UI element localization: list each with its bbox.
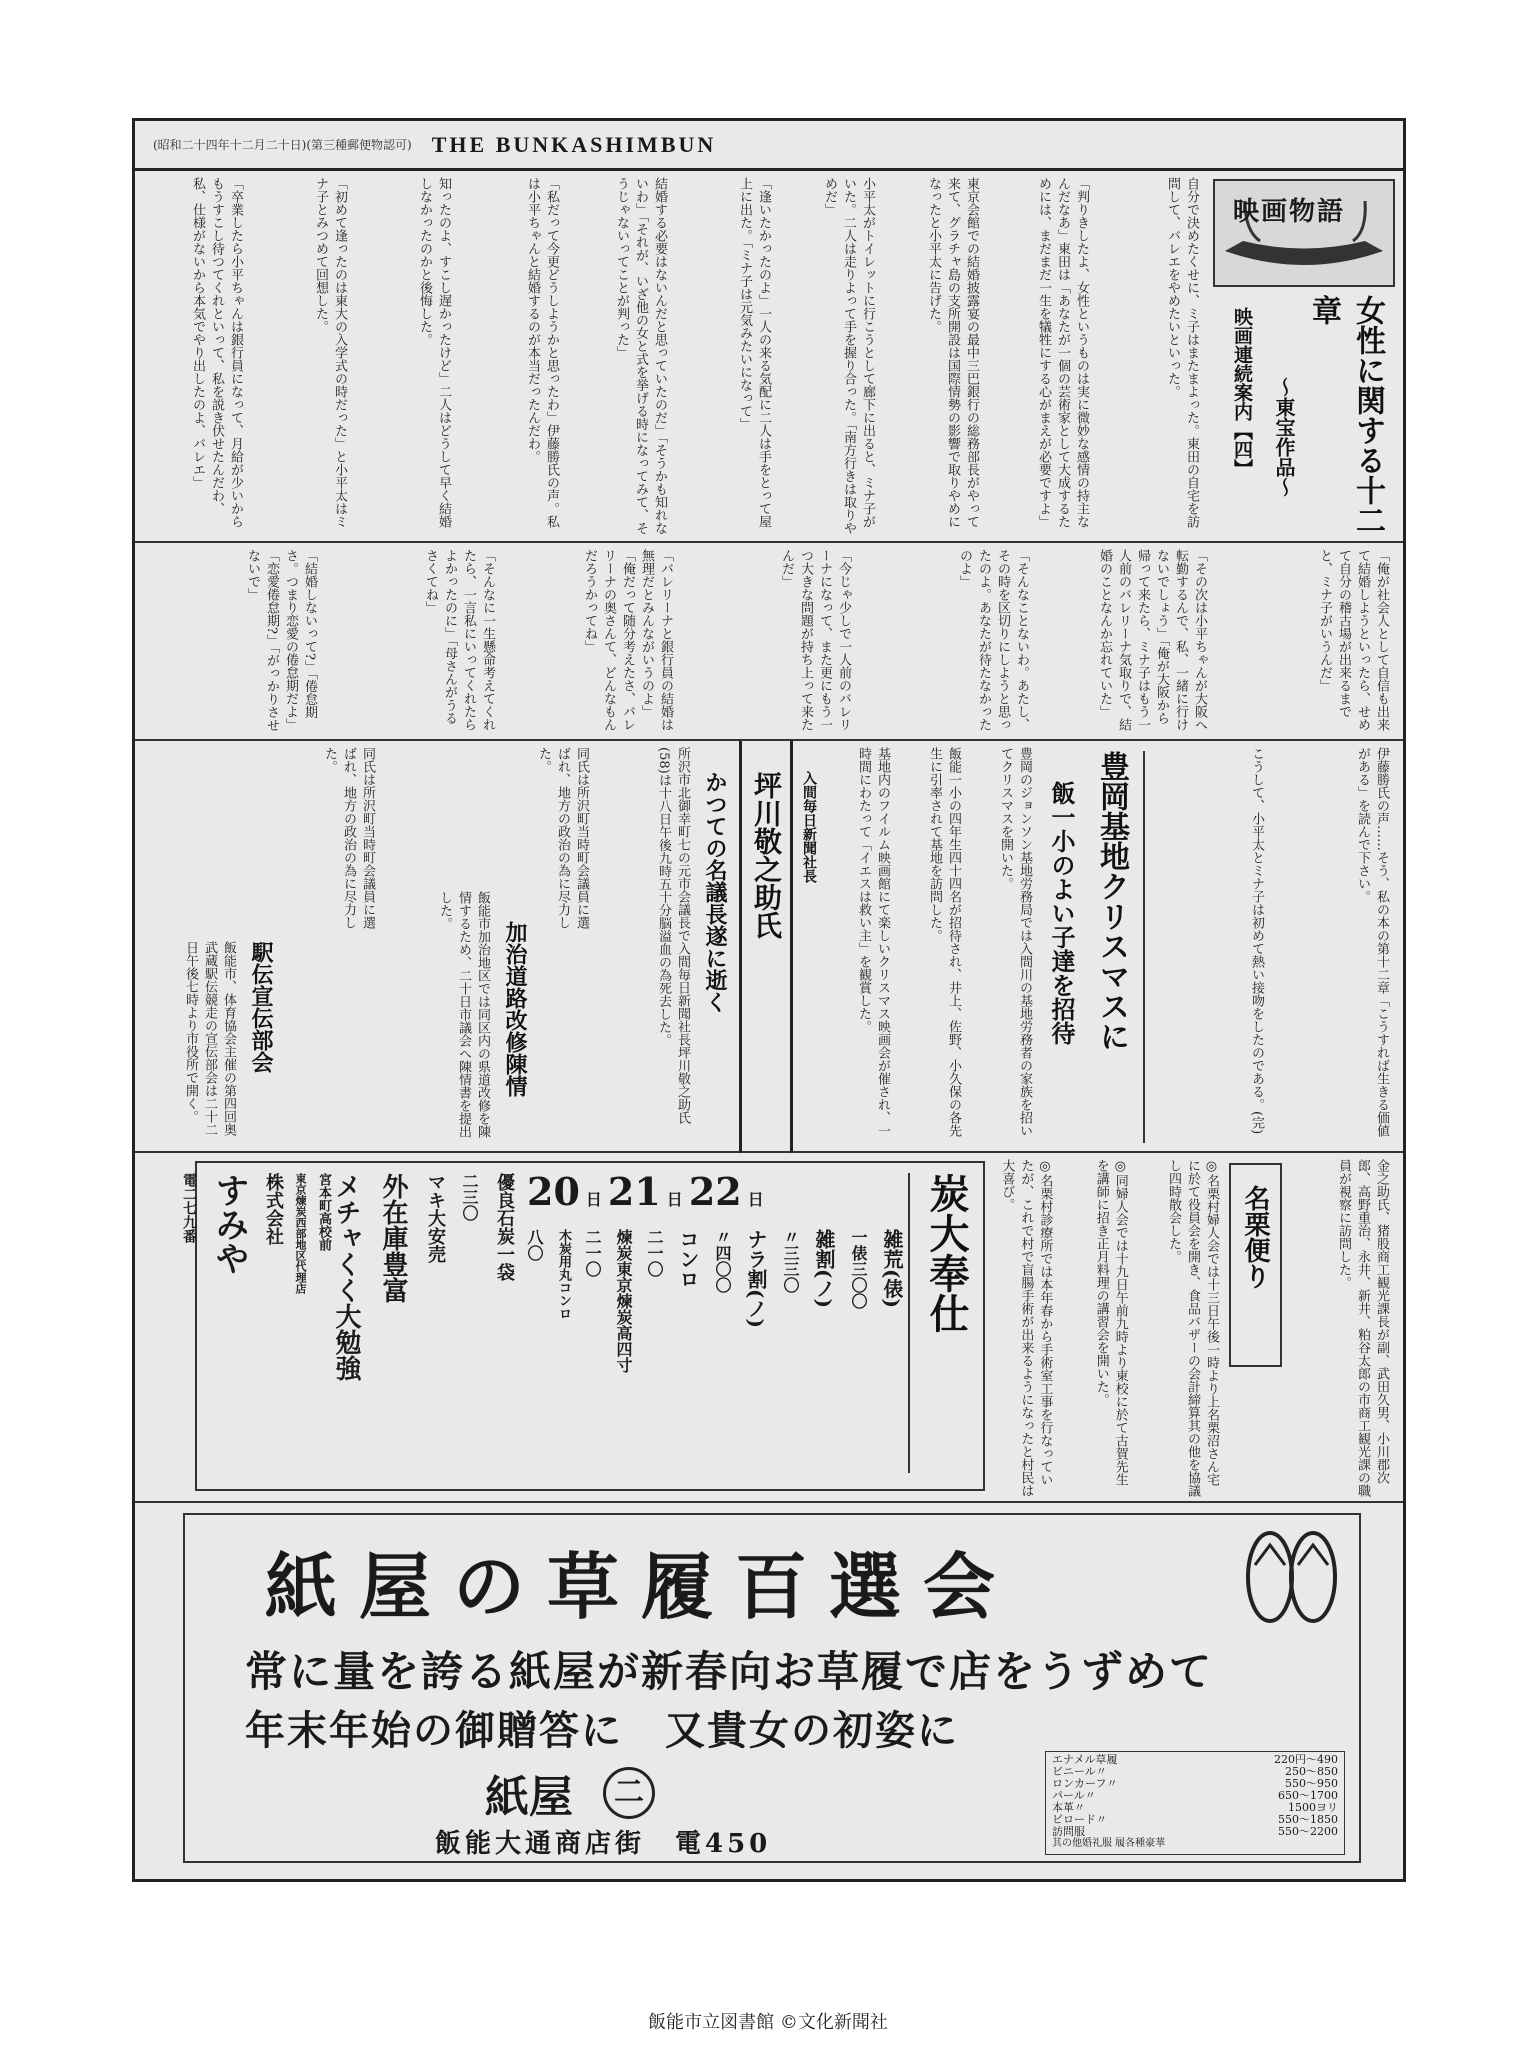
price-item: コンロ [676, 1229, 700, 1289]
sandal-icon [1235, 1525, 1345, 1625]
film-col: 「私だって今更どうしようかと思ったわ」伊藤勝氏の声。私は小平ちゃんと結婚するのが本当だったんだわ。 [525, 177, 559, 528]
story-text [143, 543, 1395, 741]
shop-slogan: 外在庫豊富 [378, 1173, 408, 1303]
base-christmas-body: 基地内のフイルム映画館にて楽しいクリスマス映画会が催され、一時間にわたって「イエスは救い主」を観賞した。 [856, 747, 890, 1137]
locals-item: ◎名栗村診療所では本年春から手術室工事を行なっていたが、これで村で盲腸手術が出来るようになったと村民は大喜び。 [999, 1159, 1053, 1497]
zori-price-table [1045, 1751, 1345, 1855]
film-headline: 女性に関する十二章 [1306, 295, 1385, 535]
film-col: 「逢いたかったのよ」一人の来る気配に二人は手をとって屋上に出た。「ミナ子は元気みたいになって」 [737, 177, 771, 528]
film-logo-text: 映画物語 [1233, 197, 1346, 227]
price-value: 〃四〇〇 [713, 1229, 732, 1293]
story-col: 「その次は小平ちゃんが大阪へ転勤するんで、私、一緒に行けないでしょう」「俺が大阪から帰って来たら、ミナ子はもう一人前のバレリーナ気取りで、結婚のことなんか忘れていた」 [1097, 549, 1207, 731]
column-rule [1143, 751, 1145, 1143]
film-col: 東京会館での結婚披露宴の最中三巴銀行の総務部長がやって来て、グラチャ島の支所開設は国際情勢の影響で取りやめになったと小平太に告げた。 [926, 177, 979, 528]
charcoal-price-list [527, 1229, 907, 1479]
sale-day-char: 日 [747, 1190, 764, 1209]
obituary-continued [385, 741, 595, 1153]
shop-phone: 電二七九番 [181, 1173, 197, 1243]
obituary-subhead: かつての名議長遂に逝く [702, 771, 728, 1013]
locals-headline: 名栗便り [1229, 1163, 1282, 1367]
charcoal-note: マキ大安売 [425, 1173, 446, 1263]
film-banner [1213, 179, 1395, 535]
road-body: 飯能市加治地区では同区内の県道改修を陳情するため、二十日市議会へ陳情書を提出した。 [437, 891, 490, 1138]
locals-item: ◎同婦人会では十九日午前九時より東校に於て古賀先生を講師に招き正月料理の講習会を開いた。 [1093, 1159, 1128, 1486]
price-range: 250〜850 [1285, 1765, 1338, 1778]
price-item: ナラ割(ノ) [744, 1229, 768, 1328]
film-series: 映画連続案内【四】 [1231, 307, 1253, 478]
sale-date: 21 [607, 1169, 661, 1214]
masthead-title: THE BUNKASHIMBUN [431, 131, 717, 157]
film-subhead: 〜東宝作品〜 [1272, 377, 1296, 497]
price-value: 八〇 [525, 1229, 544, 1261]
sale-day-char: 日 [585, 1190, 602, 1209]
relay-article [143, 741, 381, 1153]
zori-line-2: 年末年始の御贈答に 又貴女の初姿に [245, 1707, 959, 1754]
story-ending-col: 伊藤勝氏の声……そう、私の本の第十二章「こうすれば生きる価値がある」を読んで下さい。 [1355, 747, 1389, 1137]
locals-visitors: 金之助氏、猪股商工観光課長が副、武田久男、小川郡次郎、高野重治、永井、新井、粕谷太郎の市商工観光課の職員が視察に訪問した。 [1336, 1159, 1389, 1497]
price-item: 雑割(ノ) [812, 1229, 836, 1308]
price-row [1052, 1826, 1338, 1838]
film-col: 小平太がトイレットに行こうとして廊下に出ると、ミナ子がいた。二人は走りよって手を握り合った。「南方行きは取りやめだ」 [822, 177, 875, 535]
price-item: 煉炭東京煉炭高四寸 [614, 1229, 633, 1373]
price-value: 〃三三〇 [781, 1229, 800, 1293]
sumiya-shop [181, 1173, 333, 1483]
price-value: 二一〇 [583, 1229, 602, 1277]
film-col: 結婚する必要はないんだと思っていたのだ」「そうかも知れないわ」「それが、いざ他の女と式を挙げる時になってみて、そうじゃないってことが判った」 [614, 177, 667, 535]
road-headline: 加治道路改修陳情 [502, 921, 528, 1097]
shop-address: 宮本町高校前 [316, 1173, 331, 1251]
obituary-body: 同氏は所沢町当時町会議員に選ばれ、地方の政治の為に尽力した。 [536, 747, 589, 929]
zori-shop-mark: 二 [603, 1767, 655, 1819]
price-name: 訪問服 [1052, 1825, 1085, 1838]
zori-shop-name: 紙屋 [485, 1772, 573, 1823]
zori-address: 飯能大通商店街 電450 [435, 1829, 772, 1859]
story-col: 「そんなに一生懸命考えてくれたら、一言私にいってくれたらよかったのに」「母さんがうるさくてね」 [423, 549, 495, 731]
relay-body: 同氏は所沢町当時町会議員に選ばれ、地方の政治の為に尽力した。 [322, 747, 375, 929]
sale-date: 22 [688, 1169, 742, 1214]
archive-credit: 飯能市立図書館 ©文化新聞社 [648, 2012, 888, 2033]
sale-date: 20 [527, 1169, 580, 1214]
base-christmas-article [825, 741, 1137, 1153]
price-item: 木炭用丸コンロ [556, 1229, 571, 1320]
zori-title: 紙屋の草履百選会 [265, 1544, 1018, 1629]
story-col: 「バレリーナと銀行員の結婚は無理だとみんながいうのよ」「俺だって随分考えたさ、バレリーナの奥さんて、どんなもんだろうかってね」 [582, 549, 673, 731]
relay-headline: 駅伝宣伝部会 [248, 941, 274, 1073]
film-col: 「判りきしたよ、女性というものは実に微妙な感情の持主なんだなあ」東田は「あなたが一個の芸術家として大成するためには、まだまだ一生を犠牲にする心がまえが必要ですよ」 [1036, 177, 1089, 528]
shop-company: 株式会社 [263, 1173, 284, 1245]
zori-shop [485, 1761, 655, 1825]
news-section [135, 741, 1403, 1153]
price-range: 650〜1700 [1278, 1789, 1338, 1802]
film-col: 「初めて逢ったのは東大の入学式の時だった」と小平太はミナ子とみつめて回想した。 [313, 177, 347, 528]
story-ending [1145, 741, 1395, 1153]
price-value: 二一〇 [645, 1229, 664, 1277]
price-name: ロンカーフ〃 [1052, 1777, 1118, 1790]
price-range: 550〜2200 [1278, 1825, 1338, 1838]
obituary-headline: 坪川敬之助氏 [739, 741, 793, 1153]
charcoal-extra [331, 1173, 517, 1483]
masthead-imprint: (昭和二十四年十二月二十日)(第三種郵便物認可) [153, 138, 412, 152]
ads-section [135, 1153, 1403, 1503]
price-item: 優良石炭一袋 [494, 1173, 515, 1281]
price-name: パール〃 [1052, 1789, 1096, 1802]
price-range: 220円〜490 [1274, 1753, 1338, 1766]
base-christmas-body: 豊岡のジョンソン基地労務局では入間川の基地労務者の家族を招いてクリスマスを開いた。 [998, 747, 1032, 1137]
shop-slogan: メチャくく大勉強 [331, 1173, 361, 1381]
story-ending-col: こうして、小平太とミナ子は初めて熱い接吻をしたのである。(完) [1249, 747, 1264, 1135]
film-logo [1213, 179, 1395, 287]
masthead [135, 121, 1403, 171]
sale-dates [527, 1169, 764, 1214]
price-range: 550〜1850 [1278, 1813, 1338, 1826]
price-range: 1500ヨリ [1288, 1801, 1338, 1814]
film-text [143, 171, 1205, 543]
film-col: 自分で決めたくせに、ミ子はまたまよった。東田の自宅を訪問して、バレエをやめたいといった。 [1165, 177, 1199, 528]
newspaper-page [132, 118, 1406, 1882]
base-christmas-subhead: 飯一小のよい子達を招待 [1047, 781, 1076, 1045]
story-section [135, 543, 1403, 741]
obituary-label: 入間毎日新聞社長 [801, 771, 817, 883]
story-col: 「今じゃ少しで一人前のバレリーナになって、また更にもう一つ大きな問題が持ち上って来たんだ」 [779, 549, 851, 731]
relay-body: 飯能市、体育協会主催の第四回奥武蔵駅伝競走の宣伝部会は二十二日午後七時より市役所で開く。 [183, 941, 236, 1136]
price-name: ビロード〃 [1052, 1813, 1107, 1826]
zori-line-1: 常に量を誇る紙屋が新春向お草履で店をうずめて [245, 1647, 1214, 1696]
price-value: 二三〇 [460, 1173, 479, 1221]
price-range: 550〜950 [1285, 1777, 1338, 1790]
price-name: エナメル草履 [1052, 1753, 1118, 1766]
price-name: ビニール〃 [1052, 1765, 1107, 1778]
story-col: 「そんなことないわ。あたし、その時を区切りにしようと思ったのよ。あなたが待たなかったのよ」 [957, 549, 1029, 731]
charcoal-ad [181, 1161, 985, 1491]
obituary-body: 所沢市北御幸町七の元市会議長で入間毎日新聞社長坪川敬之助氏(58)は十八日午後九時五十分脳溢血の為死去した。 [656, 747, 690, 1124]
price-name: 本革〃 [1052, 1801, 1085, 1814]
story-col: 「結婚しないって?」「倦怠期さ。つまり恋愛の倦怠期だよ」「恋愛倦怠期?」「がっかりさせないで」 [245, 549, 317, 732]
story-col: 「俺が社会人として自信も出来て結婚しようといったら、せめて自分の稽古場が出来るまでと、ミナ子がいうんだ」 [1317, 549, 1389, 731]
price-value: 一俵三〇〇 [849, 1229, 868, 1309]
price-note: 其の他婚礼服 履各種豪華 [1052, 1838, 1166, 1849]
film-section [135, 171, 1403, 543]
zori-ad [183, 1513, 1361, 1863]
obituary-article [599, 741, 821, 1153]
locals-item: ◎名栗村婦人会では十三日午後一時より上名栗沼さん宅に於て役員会を開き、食品バザーの会計締算其の他を協議し四時散会した。 [1165, 1159, 1219, 1497]
base-christmas-body: 飯能一小の四年生四十四名が招待され、井上、佐野、小久保の各先生に引率されて基地を訪問した。 [927, 747, 961, 1137]
film-col: 「卒業したら小平ちゃんは銀行員になって、月給が少いからもうすこし待つてくれといって、私を説き伏せたんだわ、私、仕様がないから本気でやり出したのよ、バレエ」 [190, 177, 243, 528]
shop-name: すみや [209, 1173, 249, 1275]
locals-article [983, 1153, 1395, 1503]
base-christmas-headline: 豊岡基地クリスマスに [1094, 751, 1129, 1051]
film-col: 知ったのよ、すこし遅かったけど」二人はどうして早く結婚しなかったのかと後悔した。 [417, 177, 451, 528]
sale-day-char: 日 [666, 1190, 683, 1209]
price-item: 雑荒(俵) [880, 1229, 904, 1308]
charcoal-heading: 炭大奉仕 [908, 1173, 975, 1473]
shop-agent: 東京煉炭西部地区代理店 [294, 1173, 307, 1294]
